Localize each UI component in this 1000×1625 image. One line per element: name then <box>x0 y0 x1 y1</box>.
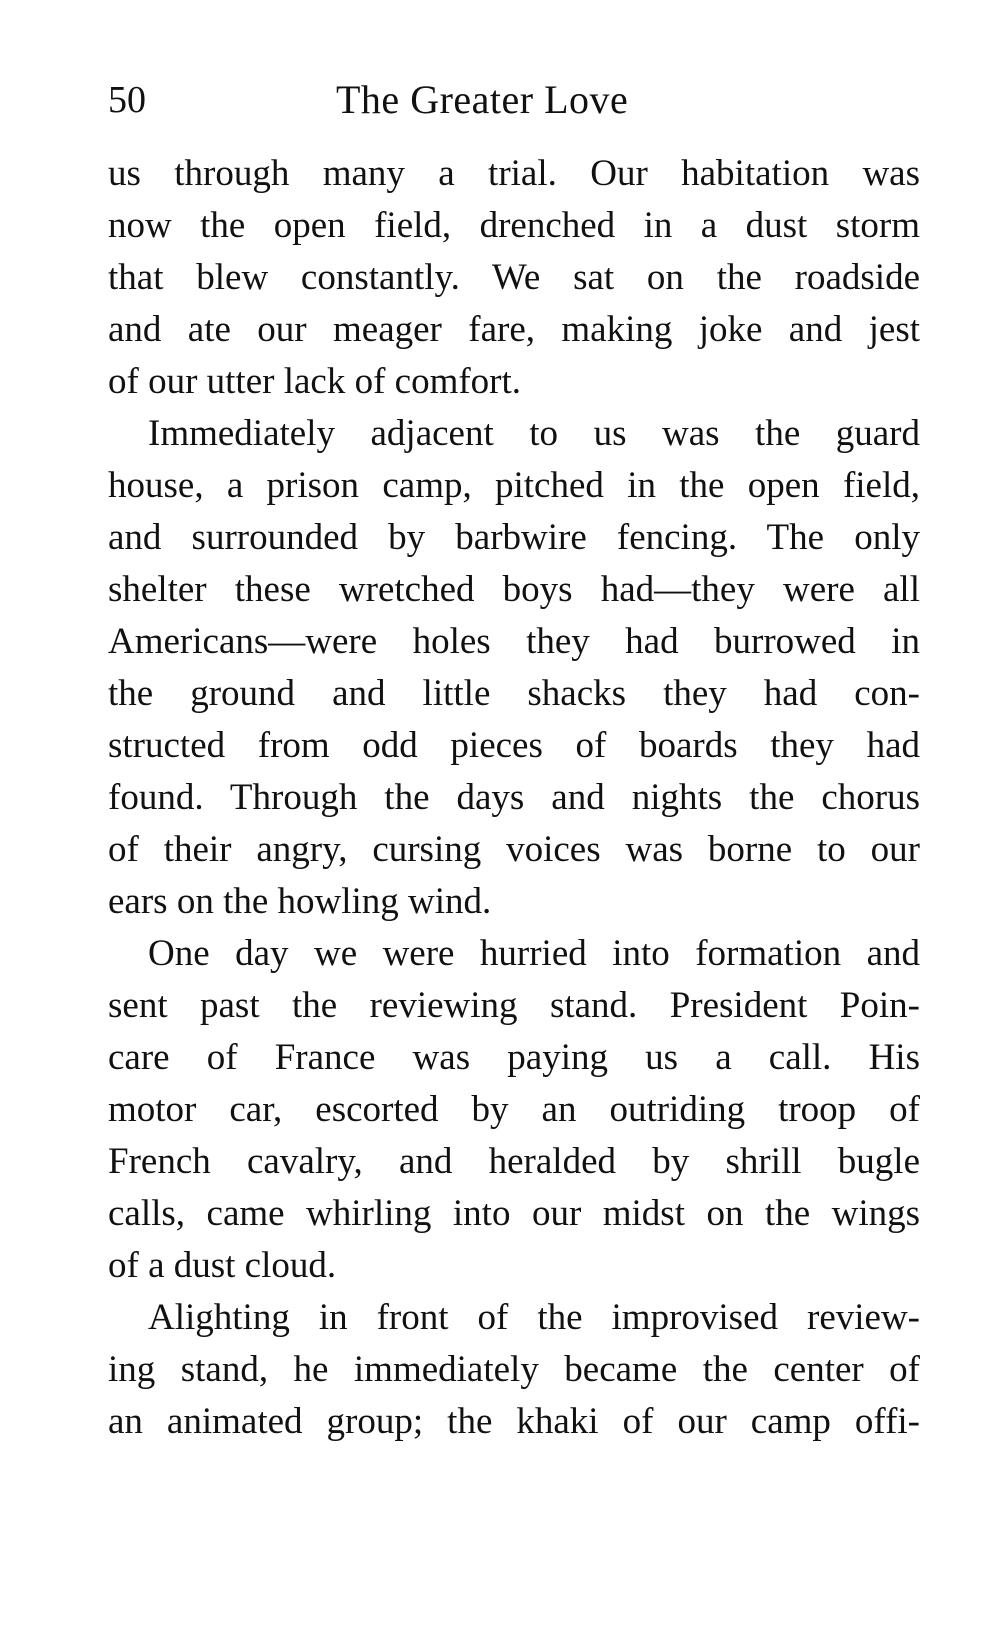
text-line: Immediately adjacent to us was the guard <box>148 413 920 454</box>
text-line: and surrounded by barbwire fencing. The only <box>108 517 920 558</box>
text-line: us through many a trial. Our habitation was <box>108 153 920 194</box>
book-title: The Greater Love <box>336 77 629 122</box>
text-line: care of France was paying us a call. His <box>108 1037 920 1078</box>
text-line: shelter these wretched boys had—they were all <box>108 569 920 610</box>
text-line: ears on the howling wind. <box>108 881 492 922</box>
text-line: calls, came whirling into our midst on the wings <box>108 1193 920 1234</box>
text-line: motor car, escorted by an outriding troop of <box>108 1089 920 1130</box>
text-line: ing stand, he immediately became the center of <box>108 1349 920 1390</box>
text-line: found. Through the days and nights the chorus <box>108 777 920 818</box>
text-line: One day we were hurried into formation and <box>148 933 920 974</box>
text-line: an animated group; the khaki of our camp offi- <box>108 1401 920 1442</box>
text-line: French cavalry, and heralded by shrill bugle <box>108 1141 920 1182</box>
text-line: sent past the reviewing stand. President Poin- <box>108 985 920 1026</box>
text-line: Alighting in front of the improvised review- <box>148 1297 920 1338</box>
text-line: and ate our meager fare, making joke and jest <box>108 309 920 350</box>
text-line: Americans—were holes they had burrowed in <box>108 621 920 662</box>
text-line: structed from odd pieces of boards they had <box>108 725 920 766</box>
text-line: now the open field, drenched in a dust storm <box>108 205 920 246</box>
text-line: that blew constantly. We sat on the roadside <box>108 257 920 298</box>
text-line: the ground and little shacks they had con- <box>108 673 920 714</box>
running-head <box>108 70 920 130</box>
text-line: of their angry, cursing voices was borne to our <box>108 829 920 870</box>
text-line: of our utter lack of comfort. <box>108 361 522 402</box>
page-number: 50 <box>108 79 146 121</box>
text-line: of a dust cloud. <box>108 1245 337 1286</box>
body-text <box>108 148 920 1448</box>
text-line: house, a prison camp, pitched in the open field, <box>108 465 920 506</box>
